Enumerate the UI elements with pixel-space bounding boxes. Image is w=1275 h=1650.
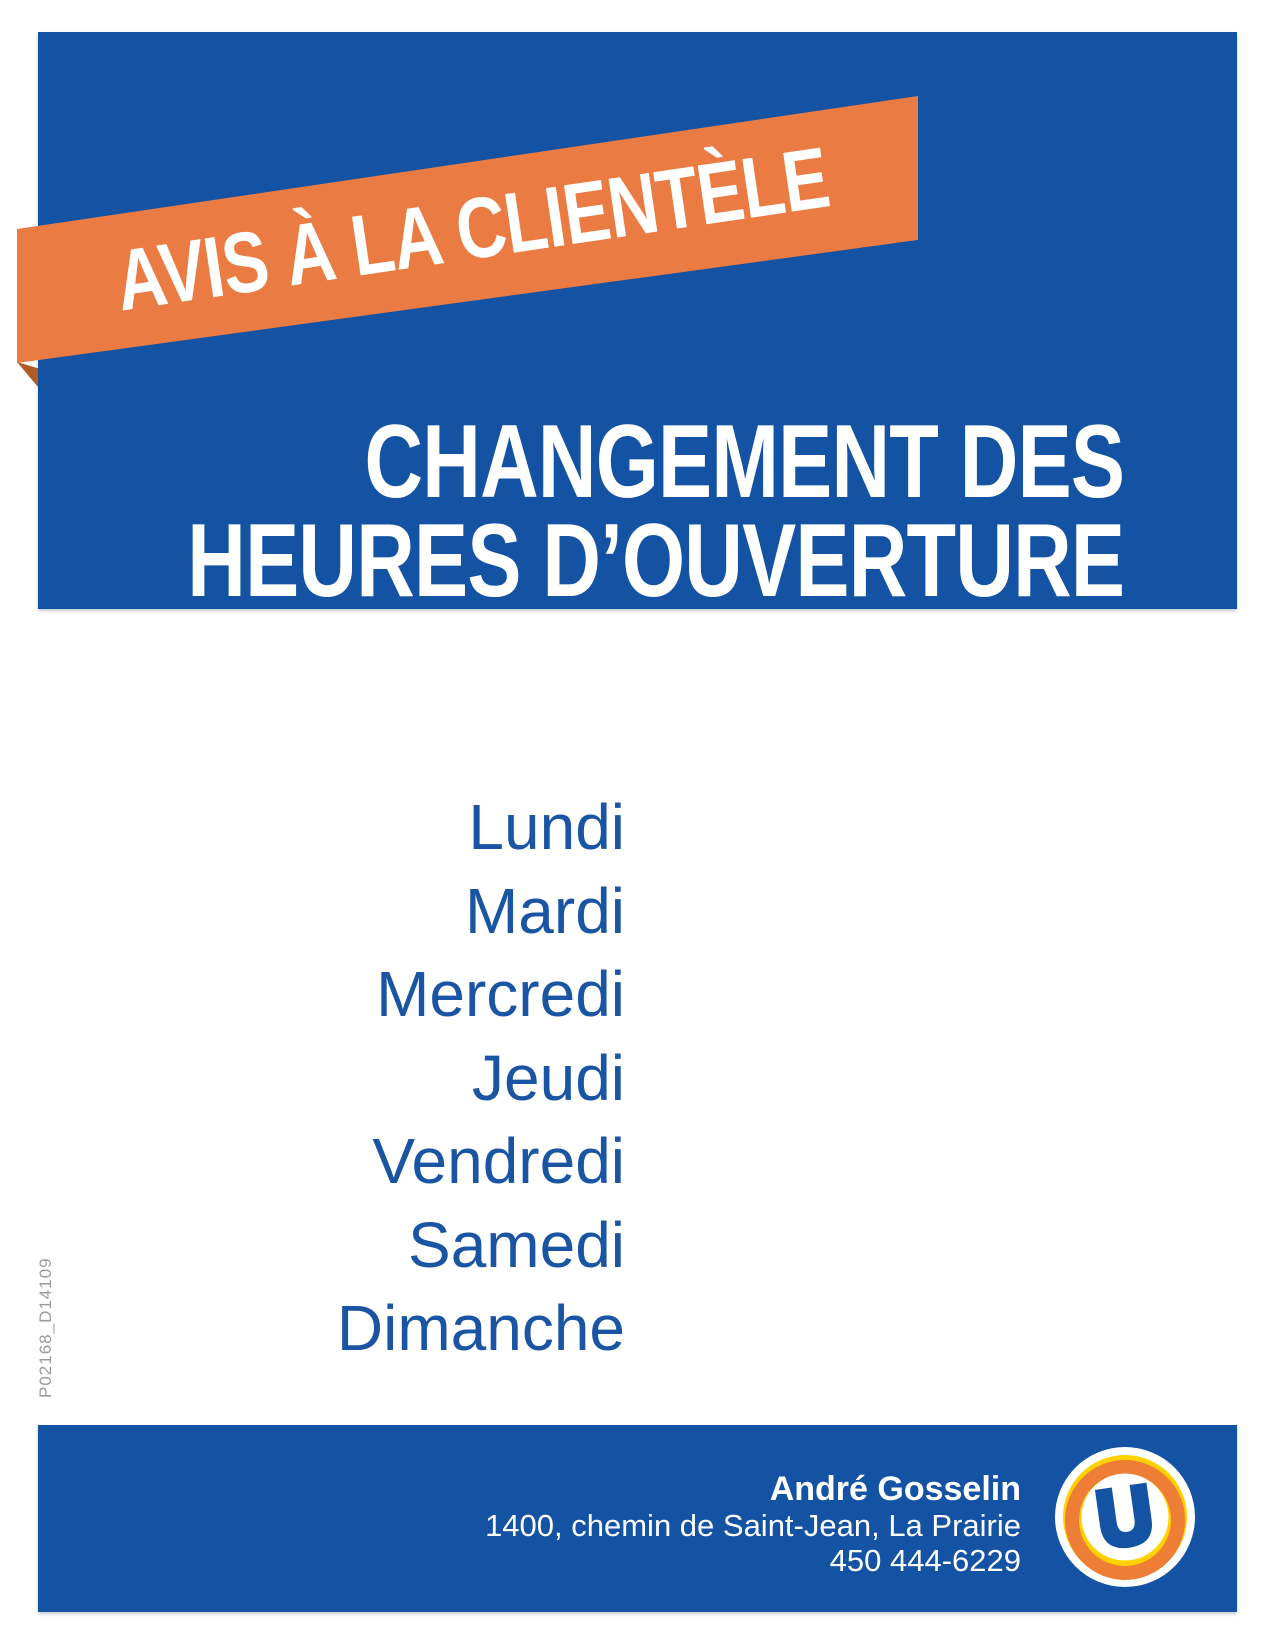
- weekday-item-saturday: Samedi: [408, 1208, 625, 1281]
- uniprix-logo-icon: [1055, 1447, 1195, 1587]
- weekday-item-thursday: Jeudi: [472, 1041, 625, 1114]
- footer-contact-block: [485, 1470, 1021, 1578]
- page-title: [187, 404, 1124, 619]
- pharmacist-name: André Gosselin: [769, 1470, 1021, 1508]
- weekday-item-friday: Vendredi: [372, 1125, 625, 1197]
- weekday-item-monday: Lundi: [468, 791, 625, 863]
- weekday-list: [337, 786, 625, 1371]
- store-address: 1400, chemin de Saint-Jean, La Prairie: [485, 1508, 1021, 1543]
- ribbon-fold-corner: [17, 362, 38, 387]
- weekday-item-tuesday: Mardi: [464, 874, 625, 947]
- print-code: P02168_D14109: [36, 1257, 55, 1398]
- store-phone: 450 444-6229: [829, 1543, 1021, 1578]
- weekday-item-wednesday: Mercredi: [376, 958, 625, 1030]
- ribbon-banner-text: AVIS À LA CLIENTÈLE: [109, 129, 835, 330]
- weekday-item-sunday: Dimanche: [336, 1292, 625, 1364]
- page-title-line2: HEURES D’OUVERTURE: [187, 503, 1124, 619]
- page-title-line1: CHANGEMENT DES: [364, 404, 1124, 520]
